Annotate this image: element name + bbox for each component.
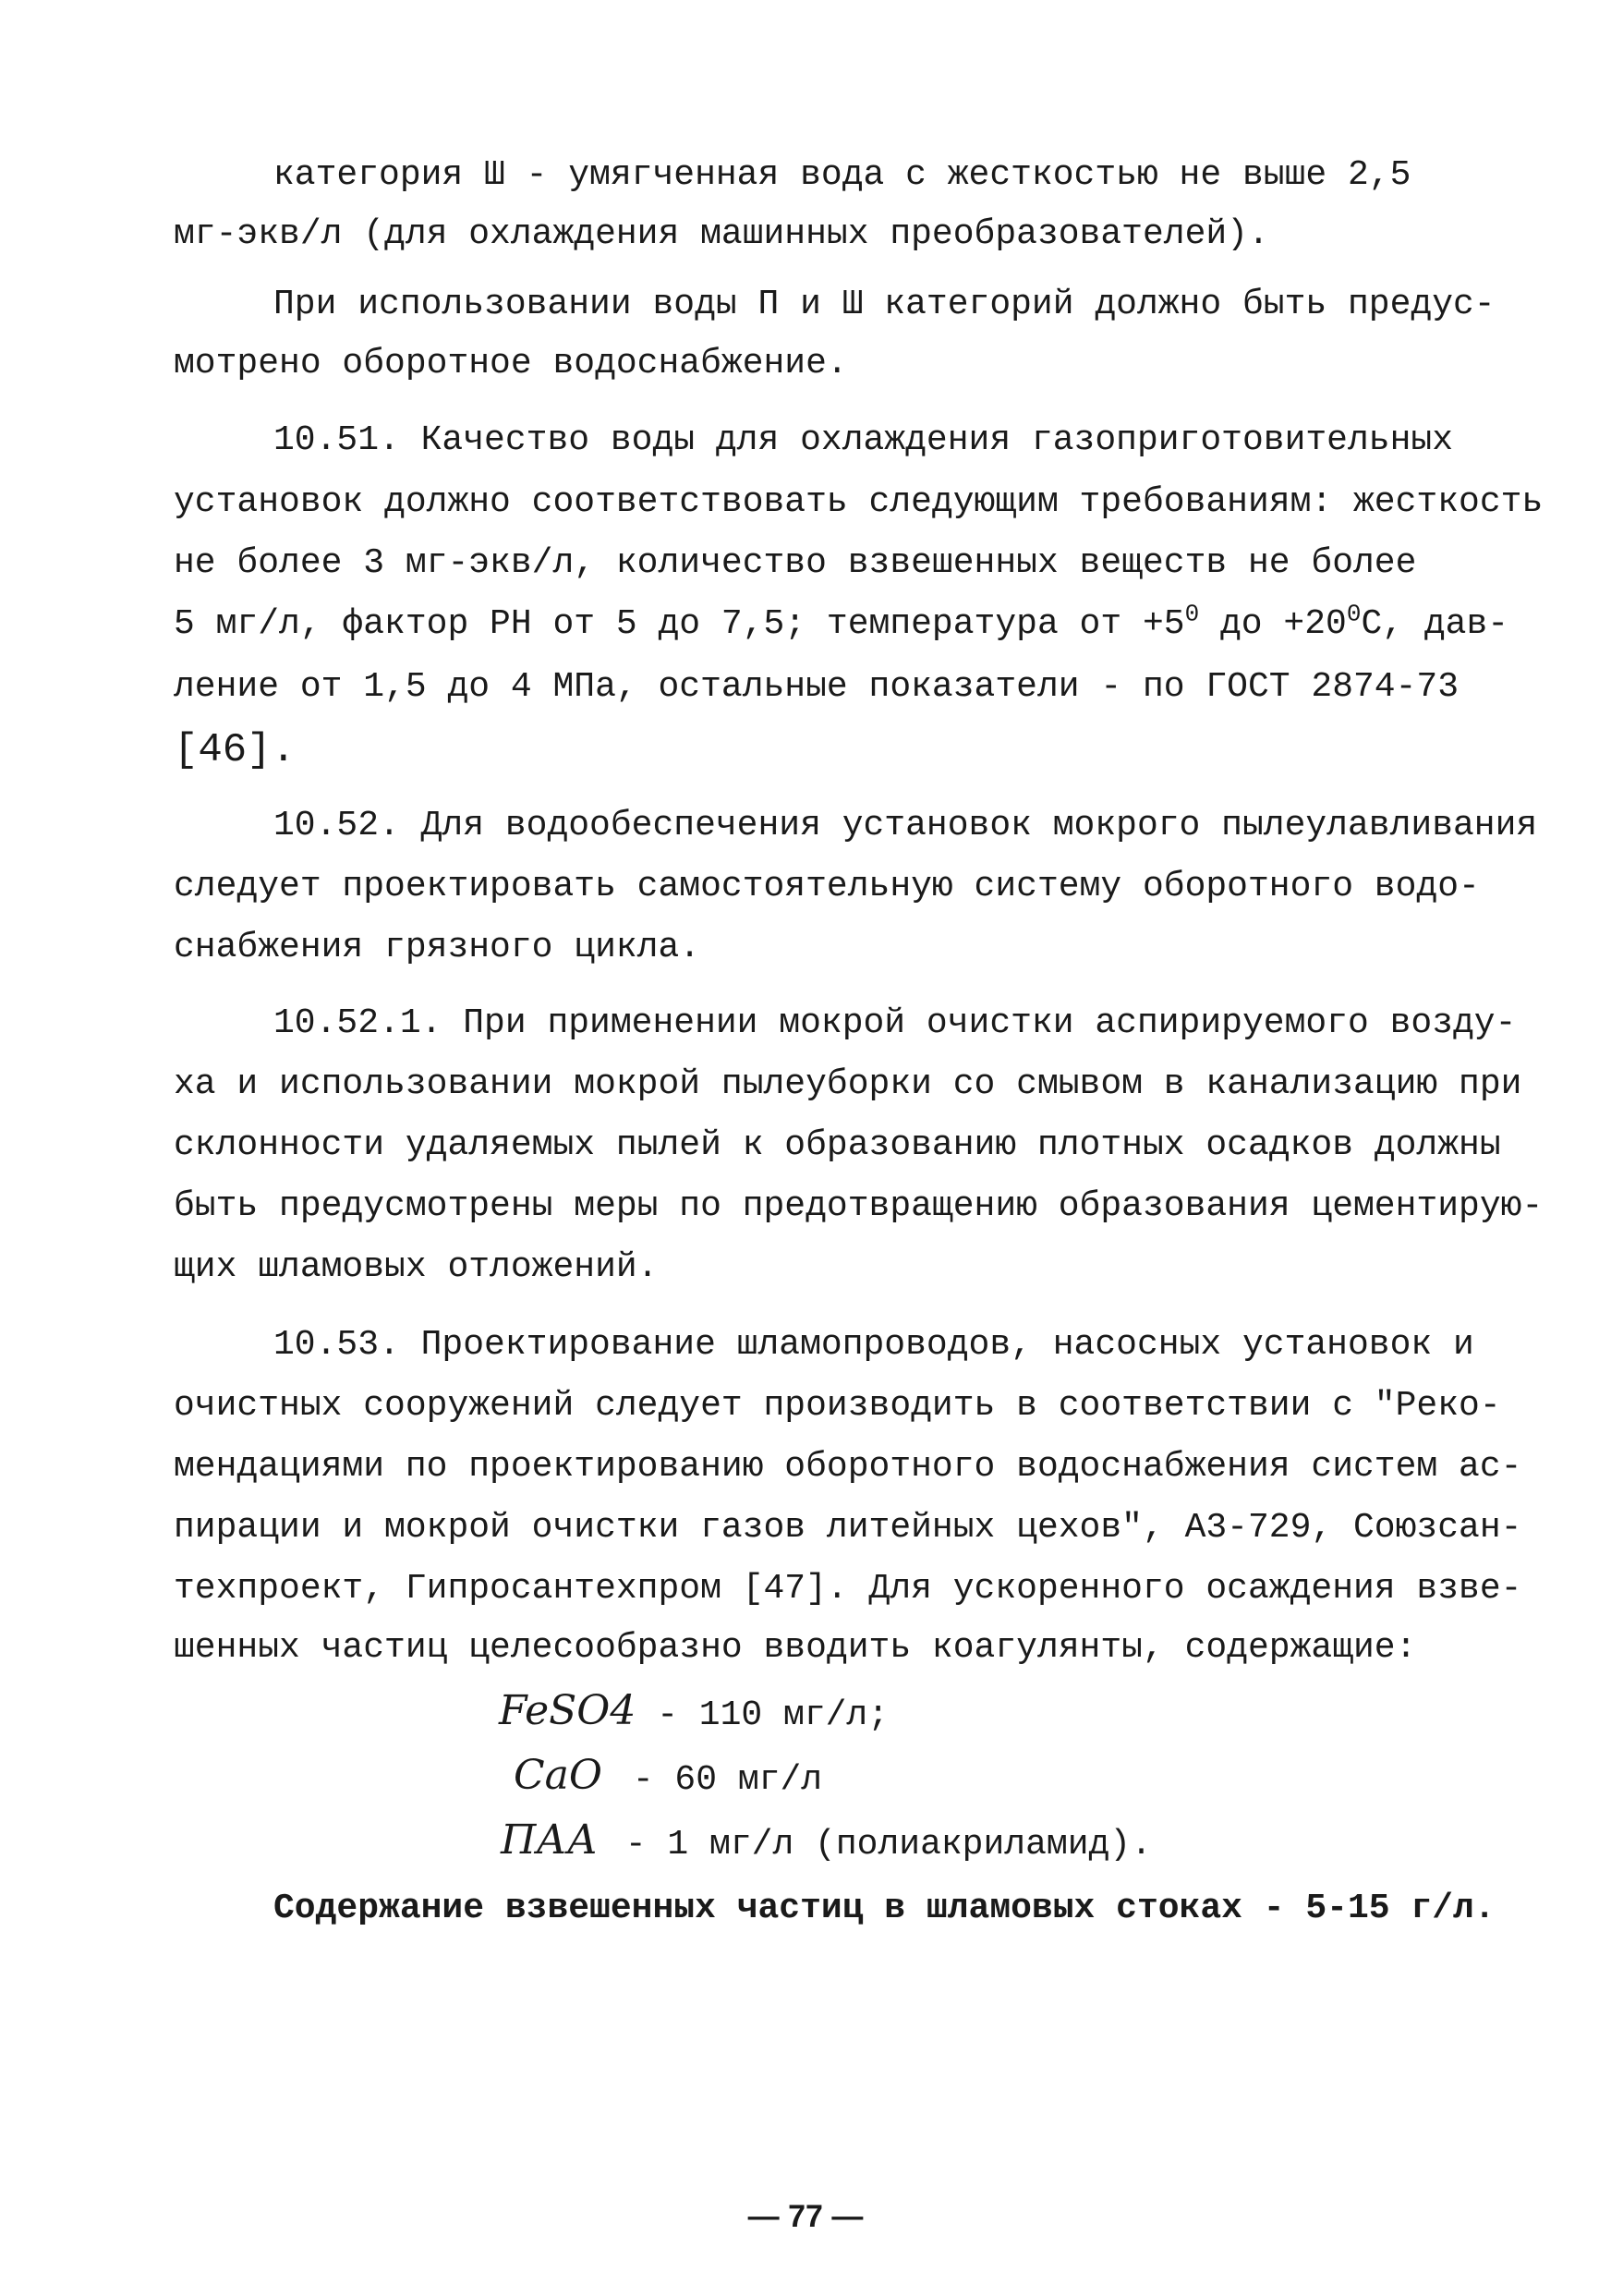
coagulant-row (501, 1816, 1152, 1865)
paragraph-10-52-1-start: 10.52.1. При применении мокрой очистки аспирируемого возду- (273, 1003, 1517, 1043)
text-line: техпроект, Гипросантехпром [47]. Для ускоренного осаждения взве- (174, 1569, 1522, 1609)
handwritten-formula: CaO (514, 1752, 602, 1799)
coagulant-row (514, 1752, 823, 1801)
degree-superscript: 0 (1346, 600, 1362, 628)
text-line: При использовании воды П и Ш категорий должно быть предус- (273, 285, 1496, 324)
text-segment: С, дав- (1361, 604, 1509, 644)
text-line: мотрено оборотное водоснабжение. (174, 344, 848, 383)
text-line: пирации и мокрой очистки газов литейных цехов", А3-729, Союзсан- (174, 1508, 1522, 1548)
text-line: категория Ш - умягченная вода с жесткостью не выше 2,5 (273, 155, 1411, 195)
text-line: ха и использовании мокрой пылеуборки со смывом в канализацию при (174, 1064, 1522, 1104)
page-number: — 77 — (747, 2199, 864, 2234)
text-line: ление от 1,5 до 4 МПа, остальные показатели - по ГОСТ 2874-73 (174, 667, 1460, 707)
degree-superscript: 0 (1184, 600, 1200, 628)
paragraph-10-53-start: 10.53. Проектирование шламопроводов, насосных установок и (273, 1325, 1474, 1365)
text-line: не более 3 мг-экв/л, количество взвешенных веществ не более (174, 543, 1417, 583)
text-line: щих шламовых отложений. (174, 1247, 659, 1287)
paragraph-10-52-start: 10.52. Для водообеспечения установок мокрого пылеулавливания (273, 806, 1538, 845)
paragraph-10-51-start: 10.51. Качество воды для охлаждения газоприготовительных (273, 420, 1454, 460)
text-line: быть предусмотрены меры по предотвращению образования цементирую- (174, 1186, 1544, 1226)
text-line: мг-экв/л (для охлаждения машинных преобразователей). (174, 214, 1269, 254)
text-line: склонности удаляемых пылей к образованию плотных осадков должны (174, 1125, 1501, 1165)
text-segment: до +20 (1199, 604, 1347, 644)
text-line: установок должно соответствовать следующим требованиям: жесткость (174, 482, 1544, 522)
coagulant-dose: - 60 мг/л (632, 1760, 823, 1800)
handwritten-formula: FeSO4 (499, 1687, 636, 1734)
coagulant-dose: - 1 мг/л (полиакриламид). (624, 1825, 1152, 1865)
text-line: следует проектировать самостоятельную систему оборотного водо- (174, 867, 1480, 906)
text-line-with-superscripts (174, 600, 1509, 645)
text-segment: 5 мг/л, фактор PH от 5 до 7,5; температура от +5 (174, 604, 1185, 644)
coagulant-dose: - 110 мг/л; (657, 1695, 890, 1735)
reference-46: [46]. (174, 727, 297, 773)
coagulant-row (499, 1687, 890, 1736)
handwritten-formula: ПАА (501, 1816, 599, 1864)
text-line: очистных сооружений следует производить в соответствии с "Реко- (174, 1386, 1501, 1426)
closing-line: Содержание взвешенных частиц в шламовых стоках - 5-15 г/л. (273, 1889, 1496, 1928)
text-line: мендациями по проектированию оборотного водоснабжения систем ас- (174, 1447, 1522, 1487)
text-line: снабжения грязного цикла. (174, 928, 701, 967)
text-line: шенных частиц целесообразно вводить коагулянты, содержащие: (174, 1628, 1417, 1668)
